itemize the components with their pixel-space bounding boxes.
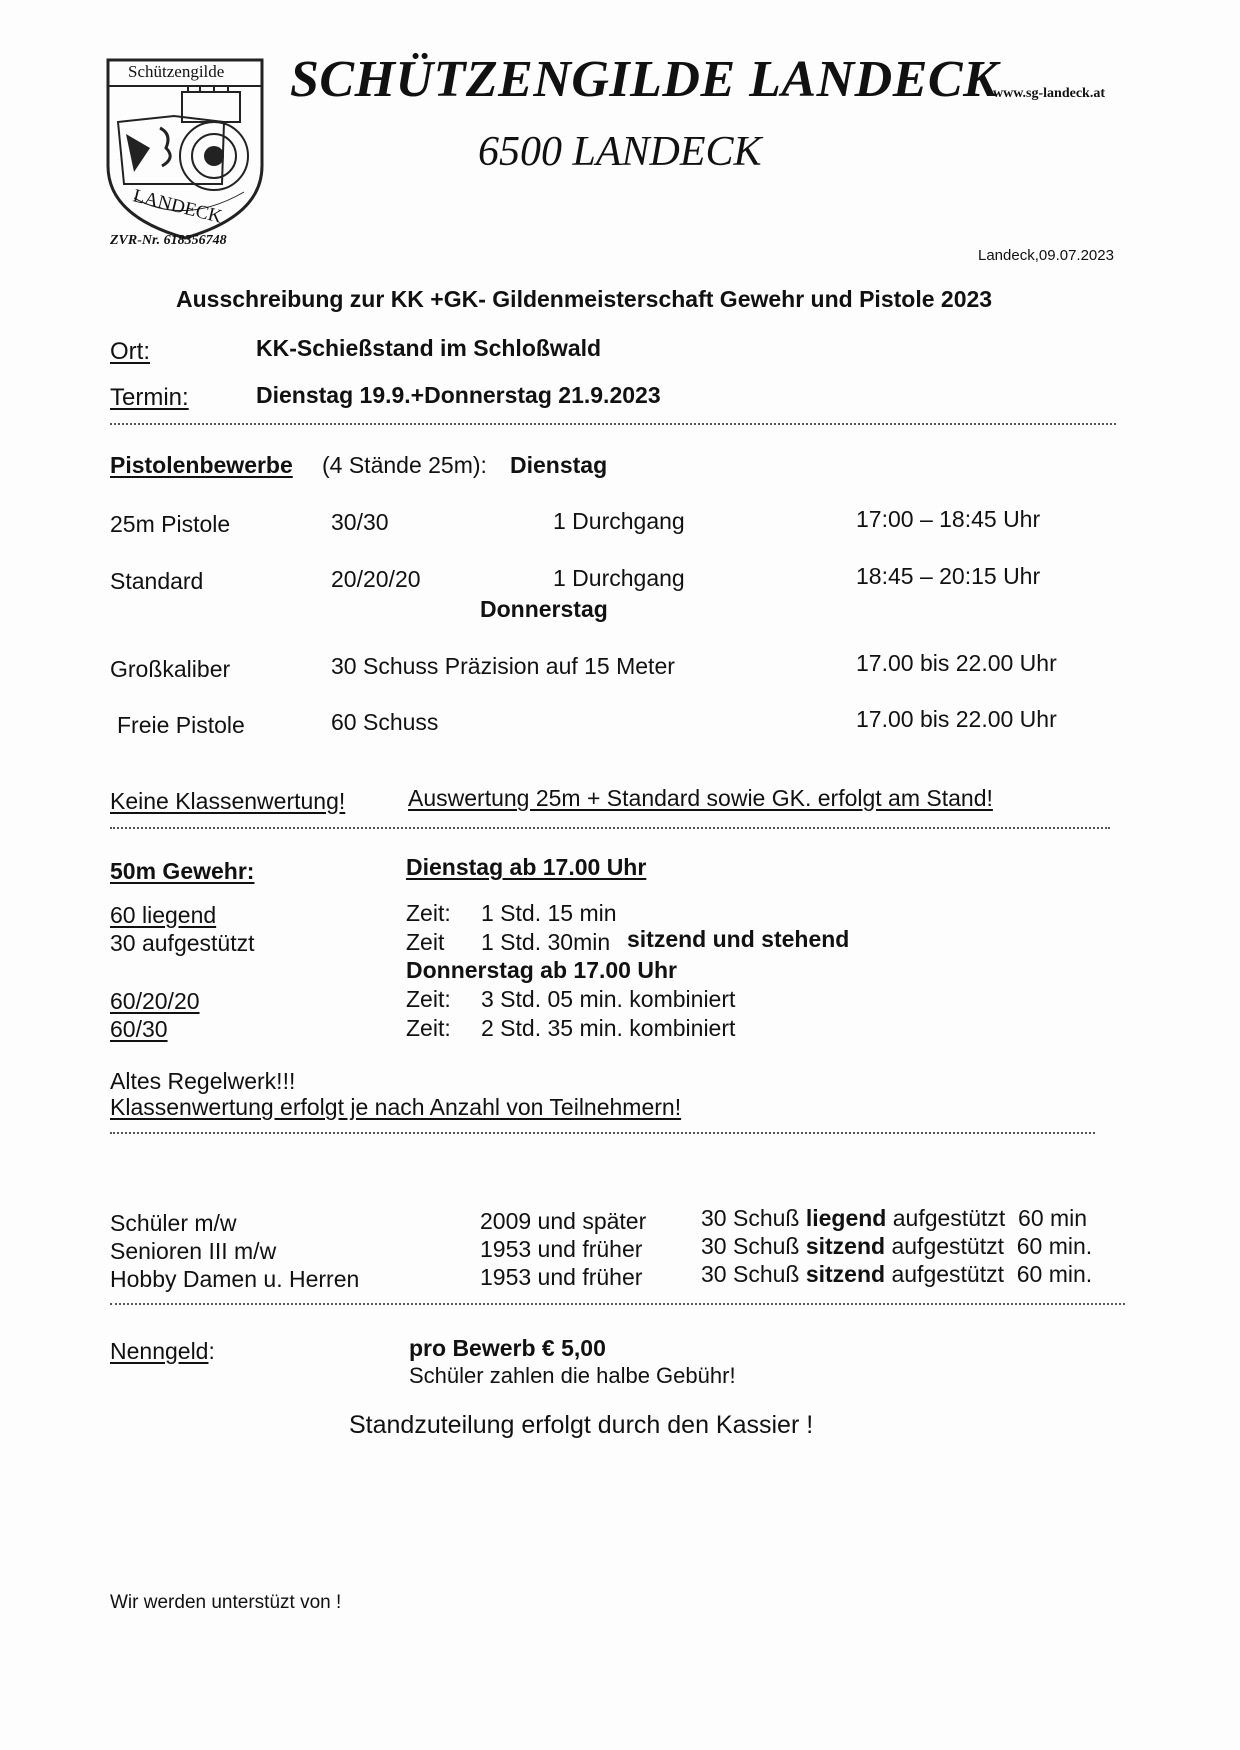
gewehr-row-value: 2 Std. 35 min. kombiniert bbox=[481, 1015, 736, 1041]
pistole-row-detail: 60 Schuss bbox=[331, 709, 439, 735]
gewehr-row-zeit: Zeit: bbox=[406, 1015, 451, 1041]
class-rule-bold: sitzend bbox=[805, 1261, 886, 1287]
gewehr-row-zeit: Zeit: bbox=[406, 986, 451, 1012]
pistole-heading-day: Dienstag bbox=[510, 452, 608, 478]
ort-label: Ort: bbox=[110, 338, 150, 365]
class-name: Schüler m/w bbox=[110, 1210, 237, 1236]
logo-bottom-text: LANDECK bbox=[130, 185, 225, 228]
document-title: Ausschreibung zur KK +GK- Gildenmeisterschaft Gewehr und Pistole 2023 bbox=[176, 286, 993, 312]
standzuteilung: Standzuteilung erfolgt durch den Kassier ! bbox=[349, 1411, 814, 1439]
divider bbox=[110, 423, 1116, 425]
city: 6500 LANDECK bbox=[478, 129, 762, 175]
pistole-heading-suffix: (4 Stände 25m): bbox=[322, 452, 487, 478]
pistole-day2: Donnerstag bbox=[480, 596, 608, 622]
pistole-note-left: Keine Klassenwertung! bbox=[110, 788, 346, 814]
pistole-row-count: 1 Durchgang bbox=[553, 508, 685, 534]
pistole-row-time: 17.00 bis 22.00 Uhr bbox=[856, 650, 1057, 676]
nenngeld-value: pro Bewerb € 5,00 bbox=[409, 1335, 606, 1361]
pistole-row-detail: 20/20/20 bbox=[331, 566, 421, 592]
class-year: 1953 und früher bbox=[480, 1264, 643, 1290]
nenngeld-colon: : bbox=[208, 1338, 215, 1364]
class-year: 1953 und früher bbox=[480, 1236, 643, 1262]
gewehr-row-name: 60/20/20 bbox=[110, 988, 200, 1014]
class-rule-post: aufgestützt 60 min. bbox=[891, 1233, 1093, 1259]
gewehr-row-value: 3 Std. 05 min. kombiniert bbox=[481, 986, 736, 1012]
divider bbox=[110, 827, 1110, 829]
pistole-row-name: Großkaliber bbox=[110, 656, 231, 682]
gewehr-row-extra: sitzend und stehend bbox=[627, 926, 850, 952]
sponsor-note: Wir werden unterstüzt von ! bbox=[110, 1592, 342, 1613]
divider bbox=[110, 1132, 1095, 1134]
gewehr-row-zeit: Zeit: bbox=[406, 900, 451, 926]
pistole-row-name: Freie Pistole bbox=[117, 712, 245, 738]
pistole-row-detail: 30 Schuss Präzision auf 15 Meter bbox=[331, 653, 675, 679]
class-rule bbox=[701, 1233, 1092, 1260]
gewehr-heading: 50m Gewehr: bbox=[110, 858, 255, 884]
pistole-row-time: 17:00 – 18:45 Uhr bbox=[856, 506, 1041, 532]
termin-value: Dienstag 19.9.+Donnerstag 21.9.2023 bbox=[256, 382, 661, 408]
pistole-heading: Pistolenbewerbe bbox=[110, 452, 293, 478]
pistole-row-count: 1 Durchgang bbox=[553, 565, 685, 591]
ort-value: KK-Schießstand im Schloßwald bbox=[256, 335, 602, 361]
class-rule bbox=[701, 1261, 1092, 1288]
nenngeld-label-group bbox=[110, 1338, 215, 1365]
class-rule-post: aufgestützt 60 min bbox=[892, 1205, 1088, 1231]
nenngeld-note: Schüler zahlen die halbe Gebühr! bbox=[409, 1363, 736, 1388]
class-name: Hobby Damen u. Herren bbox=[110, 1266, 360, 1292]
logo-top-text: Schützengilde bbox=[128, 62, 225, 81]
pistole-row-name: 25m Pistole bbox=[110, 511, 231, 537]
class-rule-pre: 30 Schuß bbox=[701, 1261, 800, 1287]
gewehr-day1: Dienstag ab 17.00 Uhr bbox=[406, 854, 647, 880]
class-rule-post: aufgestützt 60 min. bbox=[891, 1261, 1093, 1287]
class-rule-bold: sitzend bbox=[805, 1233, 886, 1259]
org-name: SCHÜTZENGILDE LANDECK bbox=[290, 51, 999, 108]
class-year: 2009 und später bbox=[480, 1208, 647, 1234]
logo bbox=[104, 56, 266, 241]
zvr-number: ZVR-Nr. 618356748 bbox=[110, 233, 227, 248]
class-rule-pre: 30 Schuß bbox=[701, 1205, 800, 1231]
website: www.sg-landeck.at bbox=[993, 86, 1106, 101]
gewehr-row-value: 1 Std. 15 min bbox=[481, 900, 617, 926]
pistole-row-time: 18:45 – 20:15 Uhr bbox=[856, 563, 1041, 589]
class-name: Senioren III m/w bbox=[110, 1238, 277, 1264]
gewehr-note2: Klassenwertung erfolgt je nach Anzahl von Teilnehmern! bbox=[110, 1094, 682, 1120]
gewehr-row-value: 1 Std. 30min bbox=[481, 929, 611, 955]
pistole-row-name: Standard bbox=[110, 568, 204, 594]
class-rule-pre: 30 Schuß bbox=[701, 1233, 800, 1259]
document-date: Landeck,09.07.2023 bbox=[978, 247, 1114, 264]
class-rule-bold: liegend bbox=[805, 1205, 887, 1231]
gewehr-row-name: 60/30 bbox=[110, 1016, 168, 1042]
nenngeld-label: Nenngeld bbox=[110, 1338, 209, 1364]
termin-label: Termin: bbox=[110, 384, 189, 411]
gewehr-day2: Donnerstag ab 17.00 Uhr bbox=[406, 957, 677, 983]
divider bbox=[110, 1303, 1125, 1305]
pistole-row-time: 17.00 bis 22.00 Uhr bbox=[856, 706, 1057, 732]
gewehr-row-name: 30 aufgestützt bbox=[110, 930, 255, 956]
pistole-row-detail: 30/30 bbox=[331, 509, 389, 535]
gewehr-note1: Altes Regelwerk!!! bbox=[110, 1068, 296, 1094]
gewehr-row-zeit: Zeit bbox=[406, 929, 445, 955]
class-rule bbox=[701, 1205, 1087, 1232]
gewehr-row-name: 60 liegend bbox=[110, 902, 217, 928]
pistole-note-right: Auswertung 25m + Standard sowie GK. erfolgt am Stand! bbox=[408, 785, 993, 811]
